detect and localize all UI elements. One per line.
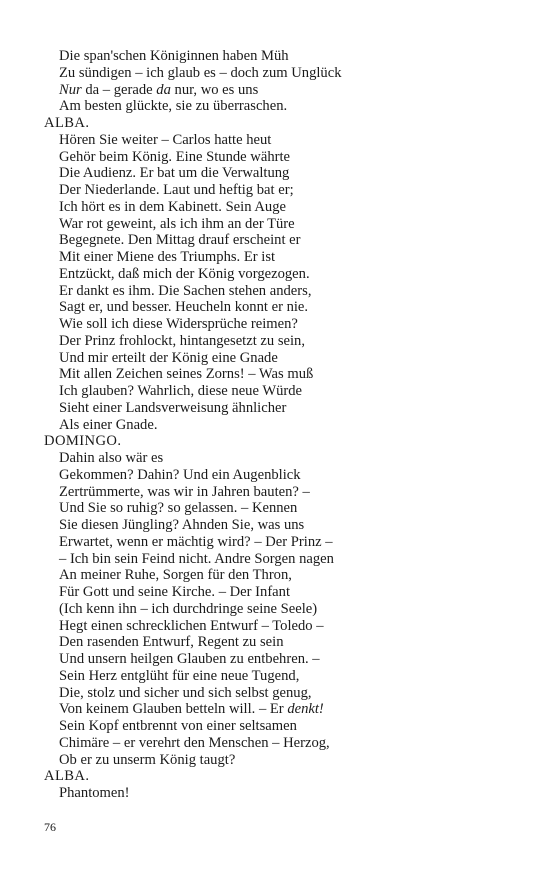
main-text [44, 48, 514, 802]
verse-line: Die span'schen Königinnen haben Müh [59, 48, 289, 64]
verse-line: Sein Herz entglüht für eine neue Tugend, [59, 667, 300, 684]
verse-line: Entzückt, daß mich der König vorgezogen. [59, 265, 310, 282]
verse-line: Sie diesen Jüngling? Ahnden Sie, was uns [59, 517, 305, 533]
speaker-label: ALBA. [44, 115, 90, 131]
verse-line: Sein Kopf entbrennt von einer seltsamen [59, 718, 297, 734]
verse-line: Den rasenden Entwurf, Regent zu sein [59, 634, 284, 651]
verse-line: Erwartet, wenn er mächtig wird? – Der Prinz – [59, 533, 333, 550]
verse-line: Für Gott und seine Kirche. – Der Infant [59, 584, 291, 600]
verse-line: Er dankt es ihm. Die Sachen stehen anders, [59, 282, 312, 299]
speaker-label: DOMINGO. [44, 433, 122, 450]
verse-line: Die, stolz und sicher und sich selbst genug, [59, 684, 312, 701]
verse-line: Als einer Gnade. [59, 416, 158, 433]
verse-line: Und mir erteilt der König eine Gnade [59, 349, 278, 366]
verse-line: Ich glauben? Wahrlich, diese neue Würde [59, 383, 303, 399]
verse-line: Nur da – gerade da nur, wo es uns [59, 81, 259, 98]
verse-line: (Ich kenn ihn – ich durchdringe seine Seele) [59, 600, 318, 617]
verse-line: Von keinem Glauben betteln will. – Er denkt! [59, 701, 324, 718]
verse-line: Und unsern heilgen Glauben zu entbehren. – [59, 651, 320, 667]
verse-line: Phantomen! [59, 785, 130, 801]
verse-line: Ob er zu unserm König taugt? [59, 751, 236, 768]
verse-line: Hegt einen schrecklichen Entwurf – Toledo – [59, 617, 324, 634]
verse-line: Und Sie so ruhig? so gelassen. – Kennen [59, 500, 298, 517]
verse-line: Sagt er, und besser. Heucheln konnt er nie. [59, 299, 309, 316]
verse-line: Zu sündigen – ich glaub es – doch zum Unglück [59, 64, 342, 81]
verse-line: Zertrümmerte, was wir in Jahren bauten? – [59, 483, 310, 500]
verse-line: Mit allen Zeichen seines Zorns! – Was muß [59, 366, 314, 383]
verse-line: – Ich bin sein Feind nicht. Andre Sorgen nagen [59, 550, 334, 567]
verse-line: Chimäre – er verehrt den Menschen – Herzog, [59, 734, 330, 751]
verse-line: Begegnete. Den Mittag drauf erscheint er [59, 232, 301, 249]
verse-line: Wie soll ich diese Widersprüche reimen? [59, 316, 298, 332]
verse-line: Gekommen? Dahin? Und ein Augenblick [59, 466, 301, 483]
verse-line: Am besten glückte, sie zu überraschen. [59, 98, 288, 115]
speaker-label: ALBA. [44, 768, 90, 785]
page-number: 76 [44, 820, 56, 834]
verse-line: Gehör beim König. Eine Stunde währte [59, 148, 291, 165]
verse-line: Dahin also wär es [59, 450, 164, 466]
verse-line: War rot geweint, als ich ihm an der Türe [59, 215, 295, 232]
verse-line: Mit einer Miene des Triumphs. Er ist [59, 249, 276, 265]
verse-line: Der Prinz frohlockt, hintangesetzt zu sein, [59, 332, 305, 349]
verse-line: Die Audienz. Er bat um die Verwaltung [59, 165, 290, 182]
verse-line: Der Niederlande. Laut und heftig bat er; [59, 182, 294, 198]
verse-line: Hören Sie weiter – Carlos hatte heut [59, 131, 272, 148]
verse-line: Sieht einer Landsverweisung ähnlicher [59, 399, 287, 416]
verse-line: Ich hört es in dem Kabinett. Sein Auge [59, 198, 286, 215]
verse-line: An meiner Ruhe, Sorgen für den Thron, [59, 567, 292, 584]
